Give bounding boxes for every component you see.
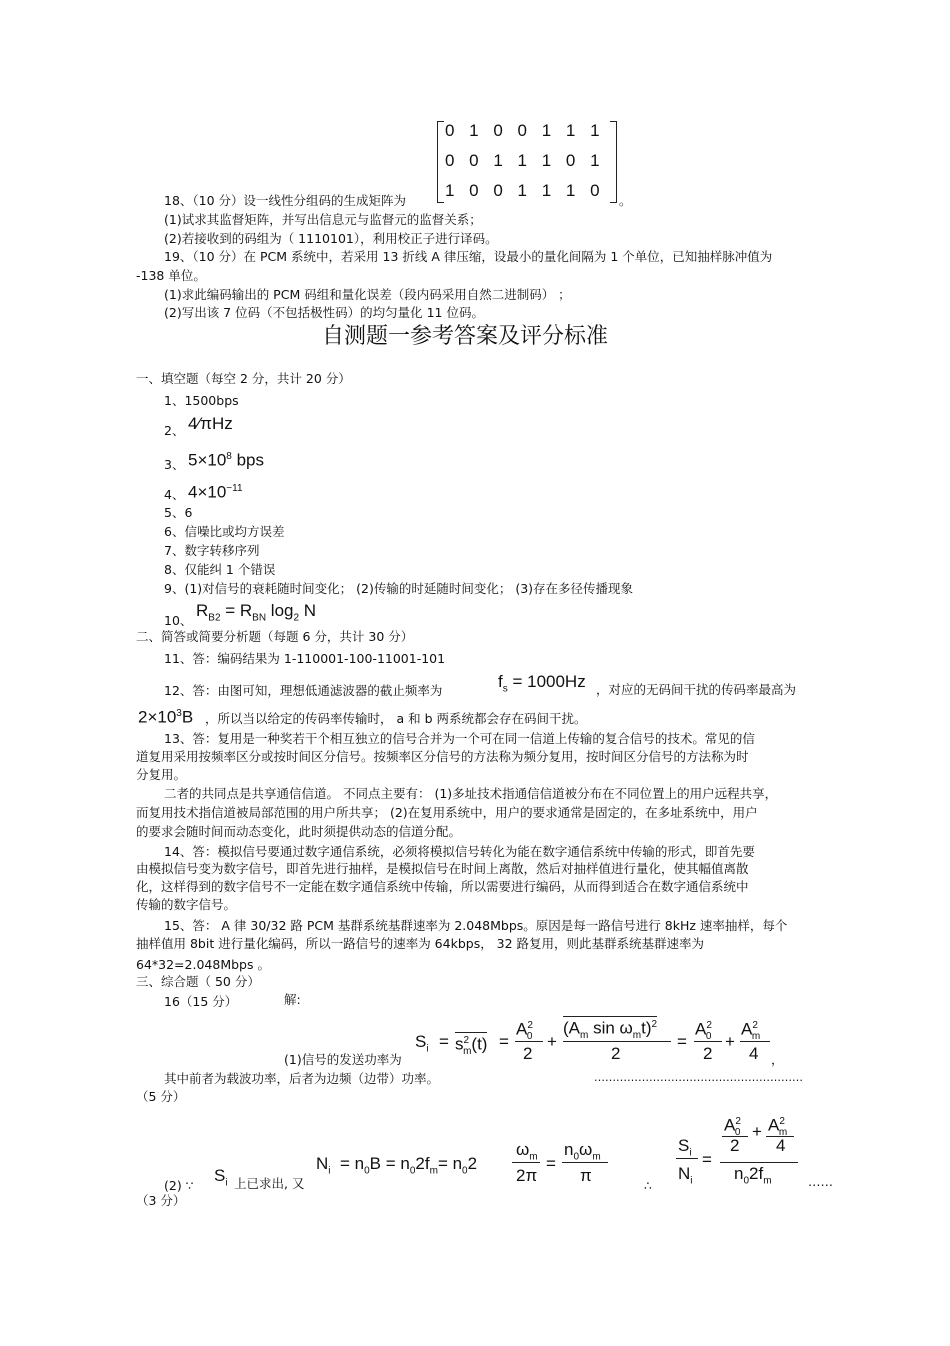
answer-13-line: 分复用。	[136, 767, 187, 782]
answer-14-line: 由模拟信号变为数字信号，即首先进行抽样，是模拟信号在时间上离散，然后对抽样值进行量化，使其幅值离散	[136, 861, 749, 876]
answer-4-label: 4、	[164, 487, 185, 502]
therefore-symbol: ∴	[644, 1178, 652, 1193]
answer-4-math: $4\times 10^{-11}$	[188, 482, 243, 502]
answer-13-line: 而复用技术指信道被局部范围的用户所共享； (2)在复用系统中，用户的要求通常是固定的，在多址系统中，用户	[136, 805, 758, 820]
part2-si: $S_i$	[214, 1166, 228, 1189]
q18-part1: (1)试求其监督矩阵，并写出信息元与监督元的监督关系；	[164, 212, 482, 227]
matrix-end-mark: 。	[619, 193, 632, 208]
answer-13-line: 的要求会随时间而动态变化，此时须提供动态的信道分配。	[136, 824, 462, 839]
answer-10-math: $R_{B2} = R_{BN}$ $\log_2 N$	[196, 601, 317, 624]
question-16: 16（15 分）	[164, 994, 238, 1009]
answer-11: 11、答：编码结果为 1-110001-100-11001-101	[164, 651, 446, 666]
answer-14-line: 化，这样得到的数字信号不一定能在数字通信系统中传输，所以需要进行编码，从而得到适合在数字通信系统中	[136, 879, 749, 894]
part2-dots: ……	[808, 1174, 833, 1189]
answer-10-label: 10、	[164, 613, 193, 628]
answer-13-line: 13、答：复用是一种奖若干个相互独立的信号合并为一个可在同一信道上传输的复合信号的技术。常见的信	[164, 731, 755, 746]
answer-14-line: 14、答：模拟信号要通过数字通信系统，必须将模拟信号转化为能在数字通信系统中传输的形式，即首先要	[164, 844, 755, 859]
power-formula: $S_i$ = $s^2_m(t)$ = $A^2_0$ 2 + ($A_m$ $\sin \omega_mt)^2$ 2 = $A^2_0$ 2 + $A^2_m$ 4 ，	[415, 1014, 785, 1074]
part2-label: (2) ∵	[164, 1178, 194, 1193]
q18-intro: 18、（10 分）设一线性分组码的生成矩阵为	[164, 193, 407, 208]
snr-formula: $S_i$ $N_i$ = $A^2_0$ 2 + $A^2_m$ 4 $n_02f_m$	[676, 1110, 816, 1190]
mean-square-term: $s^2_m(t)$	[455, 1032, 487, 1060]
solve-label: 解:	[284, 992, 301, 1007]
q19-part2: (2)写出该 7 位码（不包括极性码）的均匀量化 11 位码。	[164, 305, 484, 320]
section3-heading: 三、综合题（ 50 分）	[136, 974, 260, 989]
answer-1: 1、1500bps	[164, 393, 239, 408]
part1-label: (1)信号的发送功率为	[284, 1052, 402, 1067]
answer-12-pre: 12、答：由图可知，理想低通滤波器的截止频率为	[164, 683, 443, 698]
answer-15-line: 64*32=2.048Mbps 。	[136, 957, 270, 972]
answer-3-math: $5\times 10^8$ bps	[188, 450, 264, 470]
answer-3-label: 3、	[164, 457, 185, 472]
q19-line1: 19、（10 分）在 PCM 系统中，若采用 13 折线 A 律压缩，设最小的量化间隔为 1 个单位，已知抽样脉冲值为	[164, 249, 773, 264]
section2-heading: 二、简答或简要分析题（每题 6 分，共计 30 分）	[136, 629, 414, 644]
answer-8: 8、仅能纠 1 个错误	[164, 562, 276, 577]
part1-score: （5 分）	[136, 1089, 186, 1104]
matrix-row: 1 0 0 1 1 1 0	[445, 181, 600, 200]
part2-score: （3 分）	[136, 1193, 186, 1208]
answer-15-line: 15、答： A 律 30/32 路 PCM 基群系统基群速率为 2.048Mbps。原因是每一路信号进行 8kHz 速率抽样，每个	[164, 918, 788, 933]
answer-15-line: 抽样值用 8bit 进行量化编码，所以一路信号的速率为 64kbps， 32 路复用，则此基群系统基群速率为	[136, 936, 705, 951]
matrix-right-bracket	[610, 121, 617, 203]
answer-6: 6、信噪比或均方误差	[164, 524, 285, 539]
answer-12-line2: ，所以当以给定的传码率传输时， a 和 b 两系统都会存在码间干扰。	[205, 711, 587, 726]
matrix-left-bracket	[437, 121, 444, 203]
generator-matrix	[437, 121, 617, 205]
part2-text: 上已求出, 又	[234, 1176, 305, 1191]
answer-12-rate: $2\times 10^3B$	[138, 707, 194, 727]
noise-formula: $N_i$ = $n_0B = n_02f_m= n_02$ $\omega_m$ 2π = $n_0\omega_m$ π	[316, 1140, 616, 1190]
answer-2-label: 2、	[164, 423, 185, 438]
section1-heading: 一、填空题（每空 2 分，共计 20 分）	[136, 371, 351, 386]
answer-12-post: ，对应的无码间干扰的传码率最高为	[596, 682, 797, 697]
matrix-row: 0 0 1 1 1 0 1	[445, 151, 600, 170]
answer-13-line: 道复用采用按频率区分或按时间区分信号。按频率区分信号的方法称为频分复用，按时间区分信号的方法称为时	[136, 749, 749, 764]
part1-note: 其中前者为载波功率，后者为边频（边带）功率。	[164, 1071, 440, 1086]
answer-5: 5、6	[164, 505, 193, 520]
answer-14-line: 传输的数字信号。	[136, 897, 237, 912]
q19-part1: (1)求此编码输出的 PCM 码组和量化误差（段内码采用自然二进制码） ；	[164, 287, 571, 302]
dotted-leader: …………………………………………………	[594, 1071, 803, 1084]
q18-part2: (2)若接收到的码组为（ 1110101），利用校正子进行译码。	[164, 231, 498, 246]
answer-7: 7、数字转移序列	[164, 543, 260, 558]
answer-12-fs: $f_s = 1000Hz$	[498, 672, 586, 695]
matrix-row: 0 1 0 0 1 1 1	[445, 121, 600, 140]
answer-13-line: 二者的共同点是共享通信信道。 不同点主要有： (1)多址技术指通信信道被分布在不同位置上的用户远程共享，	[164, 786, 778, 801]
answer-2-math: 4⁄πHz	[188, 414, 233, 433]
answer-9: 9、(1)对信号的衰耗随时间变化； (2)传输的时延随时间变化； (3)存在多径传播现象	[164, 581, 634, 596]
page-title: 自测题一参考答案及评分标准	[322, 324, 609, 349]
q19-line2: -138 单位。	[136, 268, 206, 283]
